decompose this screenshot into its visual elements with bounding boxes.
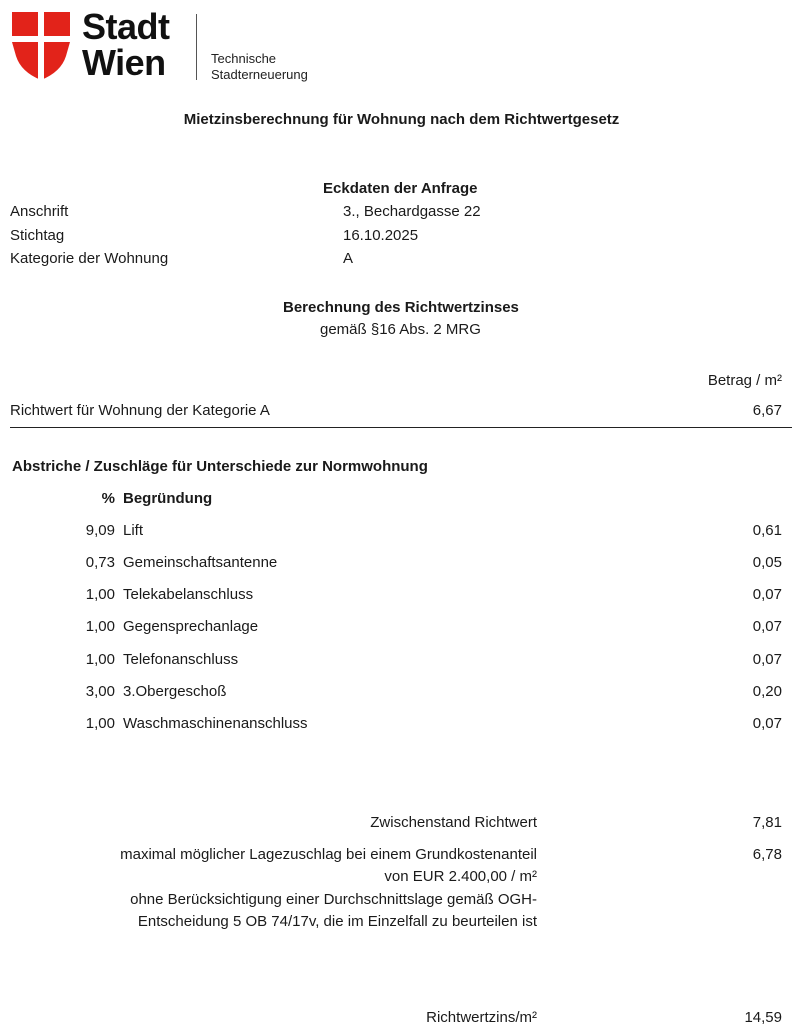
betrag-column-header: Betrag / m² xyxy=(707,372,782,389)
lagezuschlag-value: 6,78 xyxy=(752,846,782,863)
berechnung-subheading: gemäß §16 Abs. 2 MRG xyxy=(320,321,481,338)
row-amount: 0,07 xyxy=(752,715,782,732)
row-amount: 0,07 xyxy=(752,651,782,668)
lagezuschlag-line-3: ohne Berücksichtigung einer Durchschnittslage gemäß OGH- xyxy=(130,891,537,908)
lagezuschlag-line-1: maximal möglicher Lagezuschlag bei einem Grundkostenanteil xyxy=(120,846,537,863)
row-amount: 0,61 xyxy=(752,522,782,539)
row-reason: 3.Obergeschoß xyxy=(123,683,227,700)
row-reason: Telefonanschluss xyxy=(123,651,239,668)
anschrift-label: Anschrift xyxy=(10,203,69,220)
richtwert-value: 6,67 xyxy=(752,402,782,419)
richtwert-label: Richtwert für Wohnung der Kategorie A xyxy=(10,402,270,419)
row-pct: 1,00 xyxy=(85,651,115,668)
zwischenstand-label: Zwischenstand Richtwert xyxy=(370,814,537,831)
anschrift-value: 3., Bechardgasse 22 xyxy=(343,203,481,220)
row-reason: Gegensprechanlage xyxy=(123,618,259,635)
eckdaten-heading: Eckdaten der Anfrage xyxy=(323,180,478,197)
dept-line-2: Stadterneuerung xyxy=(211,67,308,82)
richtwertzins-value: 14,59 xyxy=(744,1009,782,1026)
row-pct: 1,00 xyxy=(85,618,115,635)
row-amount: 0,20 xyxy=(752,683,782,700)
row-amount: 0,05 xyxy=(752,554,782,571)
stichtag-value: 16.10.2025 xyxy=(343,227,419,244)
row-pct: 9,09 xyxy=(85,522,115,539)
stichtag-label: Stichtag xyxy=(10,227,65,244)
row-reason: Waschmaschinenanschluss xyxy=(123,715,308,732)
divider-line xyxy=(10,427,792,428)
begruendung-column-header: Begründung xyxy=(123,490,213,507)
richtwertzins-label: Richtwertzins/m² xyxy=(426,1009,537,1026)
row-reason: Gemeinschaftsantenne xyxy=(123,554,278,571)
row-amount: 0,07 xyxy=(752,618,782,635)
kategorie-value: A xyxy=(343,250,354,267)
document-title: Mietzinsberechnung für Wohnung nach dem Richtwertgesetz xyxy=(183,111,620,128)
logo-divider xyxy=(196,14,197,80)
row-pct: 3,00 xyxy=(85,683,115,700)
abstriche-heading: Abstriche / Zuschläge für Unterschiede zur Normwohnung xyxy=(12,458,428,475)
vienna-flag-icon xyxy=(12,12,70,80)
lagezuschlag-line-4: Entscheidung 5 OB 74/17v, die im Einzelfall zu beurteilen ist xyxy=(137,913,537,930)
row-amount: 0,07 xyxy=(752,586,782,603)
logo-text-wien: Wien xyxy=(82,42,166,83)
berechnung-heading: Berechnung des Richtwertzinses xyxy=(283,299,519,316)
zwischenstand-value: 7,81 xyxy=(752,814,782,831)
row-pct: 1,00 xyxy=(85,715,115,732)
dept-line-1: Technische xyxy=(211,51,277,66)
kategorie-label: Kategorie der Wohnung xyxy=(10,250,169,267)
row-reason: Telekabelanschluss xyxy=(123,586,254,603)
row-pct: 1,00 xyxy=(85,586,115,603)
pct-column-header: % xyxy=(101,490,115,507)
lagezuschlag-line-2: von EUR 2.400,00 / m² xyxy=(384,868,537,885)
logo-text-stadt: Stadt xyxy=(82,6,170,47)
row-reason: Lift xyxy=(123,522,144,539)
row-pct: 0,73 xyxy=(85,554,115,571)
